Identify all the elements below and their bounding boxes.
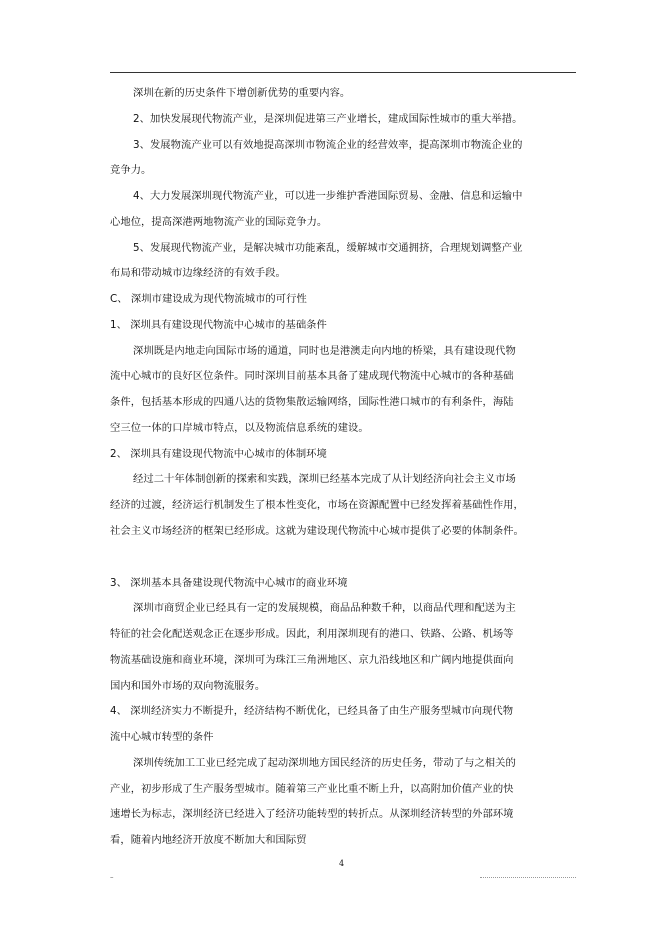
text-line: 3、发展物流产业可以有效地提高深圳市物流企业的经营效率，提高深圳市物流企业的 xyxy=(133,139,523,151)
text-line: 社会主义市场经济的框架已经形成。这就为建设现代物流中心城市提供了必要的体制条件。 xyxy=(110,525,524,537)
text-line: 深圳既是内地走向国际市场的通道，同时也是港澳走向内地的桥梁，具有建设现代物 xyxy=(133,345,516,357)
section-heading: C、 深圳市建设成为现代物流城市的可行性 xyxy=(110,293,307,305)
text-line: 心地位，提高深港两地物流产业的国际竞争力。 xyxy=(110,216,328,228)
text-line: 特征的社会化配送观念正在逐步形成。因此，利用深圳现有的港口、铁路、公路、机场等 xyxy=(110,628,514,640)
text-line: 条件，包括基本形成的四通八达的货物集散运输网络，国际性港口城市的有利条件，海陆 xyxy=(110,396,514,408)
text-line: 深圳传统加工工业已经完成了起动深圳地方国民经济的历史任务，带动了与之相关的 xyxy=(133,757,516,769)
text-line: 经济的过渡，经济运行机制发生了根本性变化，市场在资源配置中已经发挥着基础性作用， xyxy=(110,499,524,511)
text-line: 深圳市商贸企业已经具有一定的发展规模，商品品种数千种，以商品代理和配送为主 xyxy=(133,602,516,614)
text-line: 4、大力发展深圳现代物流产业，可以进一步维护香港国际贸易、金融、信息和运输中 xyxy=(133,190,523,202)
subsection-heading: 2、 深圳具有建设现代物流中心城市的体制环境 xyxy=(110,448,327,460)
footer-dotted-rule xyxy=(480,877,576,879)
subsection-heading: 4、 深圳经济实力不断提升，经济结构不断优化，已经具备了由生产服务型城市向现代物 xyxy=(110,705,514,717)
text-line: 深圳在新的历史条件下增创新优势的重要内容。 xyxy=(133,87,351,99)
text-line: 空三位一体的口岸城市特点，以及物流信息系统的建设。 xyxy=(110,422,369,434)
text-line: 流中心城市转型的条件 xyxy=(110,731,214,743)
text-line: 国内和国外市场的双向物流服务。 xyxy=(110,680,266,692)
text-line: 物流基础设施和商业环境，深圳可为珠江三角洲地区、京九沿线地区和广阔内地提供面向 xyxy=(110,654,514,666)
text-line: 产业，初步形成了生产服务型城市。随着第三产业比重不断上升，以高附加价值产业的快 xyxy=(110,783,514,795)
header-rule xyxy=(110,72,576,73)
subsection-heading: 3、 深圳基本具备建设现代物流中心城市的商业环境 xyxy=(110,577,348,589)
footer-mark: – xyxy=(110,873,114,881)
page-number: 4 xyxy=(339,859,345,868)
text-line: 看，随着内地经济开放度不断加大和国际贸 xyxy=(110,834,307,846)
text-line: 速增长为标志，深圳经济已经进入了经济功能转型的转折点。从深圳经济转型的外部环境 xyxy=(110,808,514,820)
text-line: 5、发展现代物流产业，是解决城市功能紊乱，缓解城市交通拥挤，合理规划调整产业 xyxy=(133,242,523,254)
text-line: 布局和带动城市边缘经济的有效手段。 xyxy=(110,267,286,279)
text-line: 经过二十年体制创新的探索和实践，深圳已经基本完成了从计划经济向社会主义市场 xyxy=(133,473,516,485)
text-line: 2、加快发展现代物流产业，是深圳促进第三产业增长，建成国际性城市的重大举措。 xyxy=(133,113,523,125)
text-line: 流中心城市的良好区位条件。同时深圳目前基本具备了建成现代物流中心城市的各种基础 xyxy=(110,370,514,382)
subsection-heading: 1、 深圳具有建设现代物流中心城市的基础条件 xyxy=(110,319,327,331)
text-line: 竞争力。 xyxy=(110,164,152,176)
